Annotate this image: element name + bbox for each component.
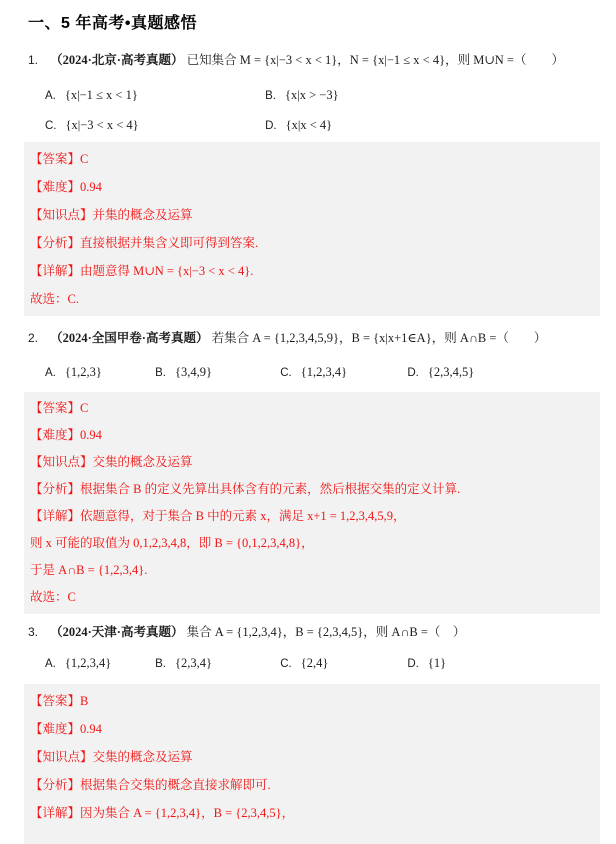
option-text: {1,2,3} — [64, 365, 102, 379]
analysis-line: 【分析】根据集合交集的概念直接求解即可. — [30, 778, 271, 792]
question-2 — [0, 330, 616, 614]
question-source: （2024·全国甲卷·高考真题） — [50, 331, 209, 345]
question-3-options-row — [45, 656, 616, 674]
option-label: C. — [45, 120, 57, 132]
option-text: {1} — [427, 656, 447, 670]
analysis-line: 【分析】根据集合 B 的定义先算出具体含有的元素，然后根据交集的定义计算. — [30, 482, 461, 496]
question-2-options-row — [45, 365, 616, 383]
option-d — [407, 365, 474, 380]
difficulty-line: 【难度】0.94 — [30, 180, 102, 194]
question-1-options-row-2 — [45, 118, 616, 136]
conclusion-line: 故选：C — [30, 590, 76, 604]
question-text: 若集合 A = {1,2,3,4,5,9}，B = {x|x+1∈A}，则 A∩B =（ ） — [211, 331, 547, 345]
question-number: 2. — [28, 331, 39, 345]
option-label: C. — [280, 367, 292, 379]
answer-line: 【答案】C — [30, 401, 89, 415]
option-text: {x|−3 < x < 4} — [65, 118, 139, 132]
question-1 — [0, 52, 616, 316]
option-text: {x|x > −3} — [285, 88, 339, 102]
conclusion-line: 故选：C. — [30, 292, 79, 306]
option-label: C. — [280, 658, 292, 670]
option-d — [265, 118, 332, 133]
option-text: {x|−1 ≤ x < 1} — [64, 88, 138, 102]
option-label: D. — [265, 120, 277, 132]
option-a — [45, 656, 152, 671]
exam-document-page — [0, 14, 616, 844]
knowledge-line: 【知识点】并集的概念及运算 — [30, 208, 193, 222]
option-label: A. — [45, 658, 56, 670]
option-label: D. — [407, 367, 419, 379]
question-1-stem — [28, 52, 602, 69]
option-text: {1,2,3,4} — [64, 656, 112, 670]
question-3-stem — [28, 624, 602, 641]
question-3 — [0, 624, 616, 844]
question-number: 1. — [28, 53, 39, 67]
option-c — [45, 118, 262, 133]
answer-line: 【答案】C — [30, 152, 89, 166]
analysis-line: 【分析】直接根据并集含义即可得到答案. — [30, 236, 259, 250]
answer-line: 【答案】B — [30, 694, 89, 708]
difficulty-line: 【难度】0.94 — [30, 722, 102, 736]
option-label: D. — [407, 658, 419, 670]
question-2-answer-block — [24, 392, 600, 614]
question-1-answer-block — [24, 142, 600, 316]
option-label: B. — [265, 90, 276, 102]
question-source: （2024·天津·高考真题） — [50, 625, 184, 639]
solution-line: 【详解】因为集合 A = {1,2,3,4}，B = {2,3,4,5}， — [30, 806, 295, 820]
solution-line: 于是 A∩B = {1,2,3,4}. — [30, 563, 148, 577]
question-1-options-row-1 — [45, 88, 616, 106]
option-b — [155, 656, 277, 671]
question-number: 3. — [28, 625, 39, 639]
knowledge-line: 【知识点】交集的概念及运算 — [30, 750, 193, 764]
knowledge-line: 【知识点】交集的概念及运算 — [30, 455, 193, 469]
page — [0, 14, 616, 844]
option-text: {2,3,4} — [175, 656, 212, 670]
option-a — [45, 88, 262, 103]
question-text: 已知集合 M = {x|−3 < x < 1}，N = {x|−1 ≤ x < 4}，则 M∪N =（ ） — [186, 53, 564, 67]
option-label: A. — [45, 90, 56, 102]
option-b — [265, 88, 338, 103]
question-3-answer-block — [24, 684, 600, 844]
difficulty-line: 【难度】0.94 — [30, 428, 102, 442]
option-c — [280, 365, 404, 380]
solution-line: 【详解】由题意得 M∪N = {x|−3 < x < 4}. — [30, 264, 254, 278]
question-2-stem — [28, 330, 602, 347]
option-a — [45, 365, 152, 380]
option-label: A. — [45, 367, 56, 379]
option-label: B. — [155, 367, 166, 379]
question-text: 集合 A = {1,2,3,4}，B = {2,3,4,5}，则 A∩B =（ ） — [186, 625, 466, 639]
solution-line: 则 x 可能的取值为 0,1,2,3,4,8，即 B = {0,1,2,3,4,8}， — [30, 536, 314, 550]
solution-line: 【详解】依题意得，对于集合 B 中的元素 x，满足 x+1 = 1,2,3,4,5,9， — [30, 509, 406, 523]
option-text: {2,3,4,5} — [427, 365, 475, 379]
option-text: {2,4} — [300, 656, 329, 670]
page-title: 一、5 年高考•真题感悟 — [28, 15, 197, 32]
option-label: B. — [155, 658, 166, 670]
question-source: （2024·北京·高考真题） — [50, 53, 184, 67]
option-b — [155, 365, 277, 380]
option-text: {3,4,9} — [175, 365, 212, 379]
option-text: {x|x < 4} — [285, 118, 333, 132]
option-text: {1,2,3,4} — [300, 365, 348, 379]
option-c — [280, 656, 404, 671]
option-d — [407, 656, 446, 671]
